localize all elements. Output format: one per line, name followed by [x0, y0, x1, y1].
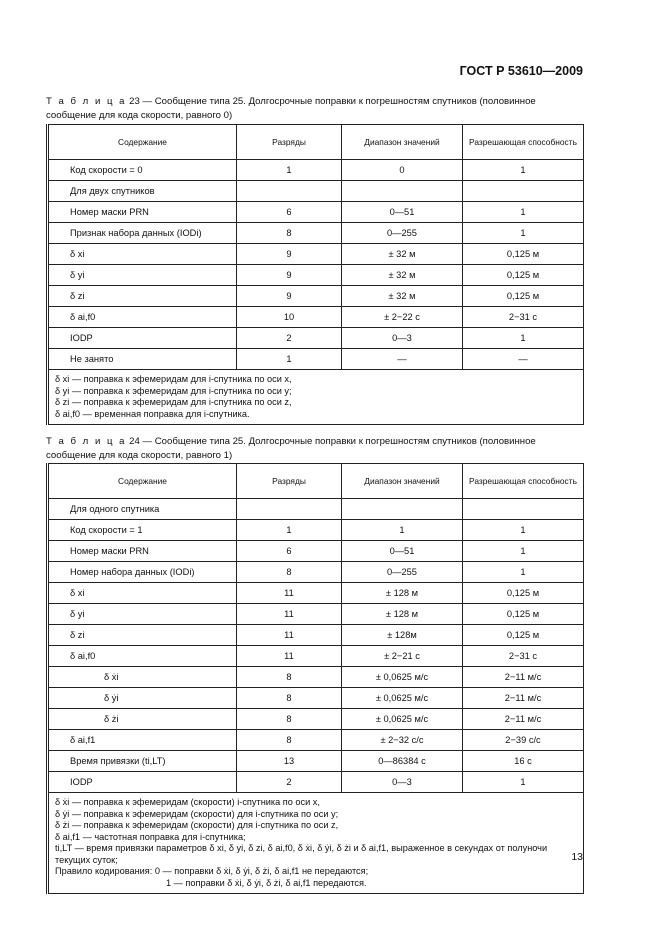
- table24-cell-resolution: 0,125 м: [463, 604, 584, 625]
- table24-header-row: [48, 464, 584, 499]
- table23-cell-range: 0—3: [342, 328, 463, 349]
- table23-row: [48, 181, 584, 202]
- table23-cell-resolution: —: [463, 349, 584, 370]
- table24-header-bits: Разряды: [237, 464, 342, 499]
- table23-cell-content: Номер маски PRN: [48, 202, 237, 223]
- table23-cell-resolution: [463, 181, 584, 202]
- page-number: 13: [571, 851, 583, 863]
- table23-note-line: δ xi — поправка к эфемеридам для i-спутника по оси x,: [55, 374, 292, 384]
- table24-cell-content: δ ẏi: [48, 688, 237, 709]
- table24-cell-bits: 2: [237, 772, 342, 793]
- table24-notes: [48, 793, 584, 894]
- table23-cell-bits: 9: [237, 244, 342, 265]
- table23-cell-content: δ zi: [48, 286, 237, 307]
- table23-notes: [48, 370, 584, 425]
- table23-cell-content: Код скорости = 0: [48, 160, 237, 181]
- table23-note-line: δ zi — поправка к эфемеридам для i-спутника по оси z,: [55, 397, 292, 407]
- table23-body: [48, 160, 584, 370]
- table23-header-resolution: Разрешающая способность: [463, 125, 584, 160]
- table24-cell-bits: [237, 499, 342, 520]
- table24-cell-bits: 8: [237, 667, 342, 688]
- table24-cell-bits: 8: [237, 709, 342, 730]
- table24-note-line: δ ẏi — поправка к эфемеридам (скорости) для i-спутника по оси y;: [55, 808, 339, 819]
- document-standard-number: ГОСТ Р 53610—2009: [459, 64, 583, 78]
- table24-cell-bits: 6: [237, 541, 342, 562]
- table24-cell-resolution: 0,125 м: [463, 625, 584, 646]
- table24-note-line: Правило кодирования: 0 — поправки δ ẋi, δ ẏi, δ żi, δ ai,f1 не передаются;: [55, 866, 369, 876]
- table23-cell-content: Для двух спутников: [48, 181, 237, 202]
- table24-notes-cell: [48, 793, 584, 894]
- table24-cell-bits: 11: [237, 646, 342, 667]
- table24-row: [48, 646, 584, 667]
- table24-header-resolution: Разрешающая способность: [463, 464, 584, 499]
- table23-cell-range: 0—51: [342, 202, 463, 223]
- table24-caption: [46, 435, 586, 463]
- table24-cell-range: 0—51: [342, 541, 463, 562]
- table23-cell-content: δ xi: [48, 244, 237, 265]
- table23-cell-bits: 9: [237, 286, 342, 307]
- table23-cell-range: 0: [342, 160, 463, 181]
- table24-cell-resolution: 1: [463, 772, 584, 793]
- table24-row: [48, 751, 584, 772]
- table23-cell-range: ± 32 м: [342, 244, 463, 265]
- table23-row: [48, 160, 584, 181]
- table23-cell-range: ± 32 м: [342, 265, 463, 286]
- table23-cell-resolution: 2−31 с: [463, 307, 584, 328]
- table24-row: [48, 541, 584, 562]
- table24-header-content: Содержание: [48, 464, 237, 499]
- table23-header-range: Диапазон значений: [342, 125, 463, 160]
- table24-row: [48, 499, 584, 520]
- table24-cell-bits: 11: [237, 604, 342, 625]
- table23-note-line: δ ai,f0 — временная поправка для i-спутника.: [55, 408, 250, 419]
- table24-cell-range: ± 128м: [342, 625, 463, 646]
- table23-cell-bits: 8: [237, 223, 342, 244]
- table24-body: [48, 499, 584, 793]
- table23-caption-text: 23 — Сообщение типа 25. Долгосрочные поправки к погрешностям спутников (половинное сообщение для кода скорости, равного 0): [46, 96, 536, 121]
- table23-row: [48, 202, 584, 223]
- table23-cell-bits: 6: [237, 202, 342, 223]
- table24-header-range: Диапазон значений: [342, 464, 463, 499]
- table24-cell-range: 0—3: [342, 772, 463, 793]
- table24-cell-content: IODP: [48, 772, 237, 793]
- table23-cell-range: ± 2−22 с: [342, 307, 463, 328]
- table23-cell-bits: 9: [237, 265, 342, 286]
- table23-cell-resolution: 1: [463, 202, 584, 223]
- table23-cell-range: ± 32 м: [342, 286, 463, 307]
- table24-cell-bits: 11: [237, 583, 342, 604]
- table23-cell-content: IODP: [48, 328, 237, 349]
- table24-cell-range: ± 0,0625 м/с: [342, 688, 463, 709]
- table24-row: [48, 604, 584, 625]
- table23-caption: [46, 95, 586, 123]
- table23-cell-content: δ yi: [48, 265, 237, 286]
- table24-cell-resolution: [463, 499, 584, 520]
- table24-cell-range: ± 0,0625 м/с: [342, 667, 463, 688]
- table24-note-line: δ ẋi — поправка к эфемеридам (скорости) i-спутника по оси x,: [55, 797, 320, 807]
- table24-cell-bits: 13: [237, 751, 342, 772]
- table24-cell-content: δ żi: [48, 709, 237, 730]
- table24-cell-bits: 1: [237, 520, 342, 541]
- table24-cell-content: δ ẋi: [48, 667, 237, 688]
- table23-cell-bits: 2: [237, 328, 342, 349]
- table23-cell-content: Не занято: [48, 349, 237, 370]
- table23-cell-resolution: 0,125 м: [463, 265, 584, 286]
- table24-row: [48, 772, 584, 793]
- table24-cell-content: δ zi: [48, 625, 237, 646]
- table24-cell-bits: 11: [237, 625, 342, 646]
- table23-header-content: Содержание: [48, 125, 237, 160]
- table24-row: [48, 520, 584, 541]
- table23-cell-resolution: 0,125 м: [463, 286, 584, 307]
- table23-row: [48, 286, 584, 307]
- table24-cell-content: Номер набора данных (IODi): [48, 562, 237, 583]
- table23-cell-resolution: 1: [463, 328, 584, 349]
- table24: [46, 463, 584, 894]
- table24-cell-range: 0—86384 с: [342, 751, 463, 772]
- table24-cell-bits: 8: [237, 688, 342, 709]
- table23-cell-bits: 1: [237, 349, 342, 370]
- table24-cell-range: 0—255: [342, 562, 463, 583]
- table24-cell-content: Код скорости = 1: [48, 520, 237, 541]
- table24-cell-range: ± 128 м: [342, 583, 463, 604]
- table24-note-line: δ żi — поправка к эфемеридам (скорости) для i-спутника по оси z,: [55, 820, 339, 830]
- table23: [46, 124, 584, 425]
- table23-notes-cell: [48, 370, 584, 425]
- table24-cell-bits: 8: [237, 562, 342, 583]
- table24-cell-resolution: 1: [463, 520, 584, 541]
- table23-cell-content: Признак набора данных (IODi): [48, 223, 237, 244]
- table23-cell-resolution: 1: [463, 223, 584, 244]
- table24-cell-resolution: 2−31 с: [463, 646, 584, 667]
- table24-caption-text: 24 — Сообщение типа 25. Долгосрочные поправки к погрешностям спутников (половинное сообщение для кода скорости, равного 1): [46, 436, 536, 461]
- table24-cell-range: ± 2−32 с/с: [342, 730, 463, 751]
- table23-header-row: [48, 125, 584, 160]
- table23-header-bits: Разряды: [237, 125, 342, 160]
- table24-row: [48, 583, 584, 604]
- table23-note-line: δ yi — поправка к эфемеридам для i-спутника по оси y;: [55, 385, 292, 396]
- table24-cell-resolution: 2−11 м/с: [463, 709, 584, 730]
- table24-row: [48, 562, 584, 583]
- table24-cell-content: Для одного спутника: [48, 499, 237, 520]
- table24-cell-resolution: 2−11 м/с: [463, 688, 584, 709]
- table24-cell-resolution: 2−39 с/с: [463, 730, 584, 751]
- table23-row: [48, 349, 584, 370]
- table24-cell-range: ± 2−21 с: [342, 646, 463, 667]
- table23-row: [48, 328, 584, 349]
- table23-cell-range: [342, 181, 463, 202]
- table24-row: [48, 625, 584, 646]
- table23-row: [48, 265, 584, 286]
- table24-note-line: 1 — поправки δ ẋi, δ ẏi, δ żi, δ ai,f1 передаются.: [166, 877, 367, 888]
- table23-cell-range: —: [342, 349, 463, 370]
- table24-cell-resolution: 16 с: [463, 751, 584, 772]
- table24-cell-content: δ yi: [48, 604, 237, 625]
- table24-note-line: δ ai,f1 — частотная поправка для i-спутника;: [55, 831, 246, 842]
- table23-row: [48, 307, 584, 328]
- table24-caption-label: Т а б л и ц а: [46, 436, 127, 447]
- table24-row: [48, 709, 584, 730]
- table24-cell-resolution: 1: [463, 541, 584, 562]
- table24-cell-content: Время привязки (ti,LT): [48, 751, 237, 772]
- table24-cell-range: 1: [342, 520, 463, 541]
- table23-cell-bits: [237, 181, 342, 202]
- table24-note-line: ti,LT — время привязки параметров δ xi, δ yi, δ zi, δ ai,f0, δ ẋi, δ ẏi, δ żi и δ ai,f1, выраженное в секундах от полуночи текущих суток;: [55, 843, 548, 865]
- table24-row: [48, 667, 584, 688]
- table24-row: [48, 730, 584, 751]
- table23-cell-bits: 1: [237, 160, 342, 181]
- table24-cell-range: ± 0,0625 м/с: [342, 709, 463, 730]
- table24-cell-content: δ ai,f0: [48, 646, 237, 667]
- table24-cell-content: Номер маски PRN: [48, 541, 237, 562]
- table24-cell-content: δ ai,f1: [48, 730, 237, 751]
- table24-cell-resolution: 0,125 м: [463, 583, 584, 604]
- table24-cell-range: [342, 499, 463, 520]
- table24-row: [48, 688, 584, 709]
- table24-cell-content: δ xi: [48, 583, 237, 604]
- table24-cell-resolution: 1: [463, 562, 584, 583]
- table23-cell-content: δ ai,f0: [48, 307, 237, 328]
- table23-caption-label: Т а б л и ц а: [46, 96, 127, 107]
- table23-row: [48, 244, 584, 265]
- table24-cell-resolution: 2−11 м/с: [463, 667, 584, 688]
- table24-cell-bits: 8: [237, 730, 342, 751]
- table24-cell-range: ± 128 м: [342, 604, 463, 625]
- table23-cell-range: 0—255: [342, 223, 463, 244]
- table23-cell-resolution: 0,125 м: [463, 244, 584, 265]
- table23-cell-bits: 10: [237, 307, 342, 328]
- table23-cell-resolution: 1: [463, 160, 584, 181]
- table23-row: [48, 223, 584, 244]
